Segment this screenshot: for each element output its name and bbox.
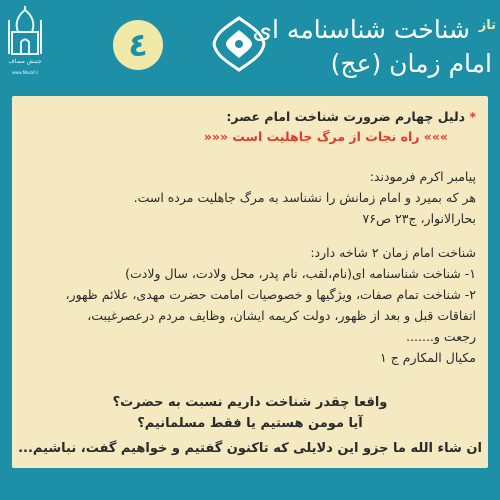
quote-source: بحارالانوار، ج۲۳ ص۷۶ (362, 211, 476, 226)
mosque-logo-icon (6, 6, 44, 58)
episode-number-badge (113, 20, 163, 70)
quote-text: هر که بمیرد و امام زمانش را نشناسد به مرگ جاهلیت مرده است. (133, 190, 476, 205)
branch-1: ۱- شناخت شناسنامه ای(نام،لقب، نام پدر، محل ولادت، سال ولادت) (125, 266, 476, 281)
logo-url: www.Masaf.ir (11, 70, 39, 75)
question-1: واقعا چقدر شناخت داریم نسبت به حضرت؟ (112, 395, 388, 410)
logo-text: جنبش مصاف (8, 58, 42, 65)
question-2: آیا مومن هستیم یا فقط مسلمانیم؟ (137, 416, 363, 431)
episode-number: ٤ (128, 26, 148, 64)
branch-2-line-2: اتفاقات قبل و بعد از ظهور، دولت کریمه ایشان، وظایف مردم درعصرغیبت، (87, 308, 476, 323)
title-prefix: تاز (478, 18, 496, 33)
closing-text: ان شاء الله ما جزو این دلایلی که تاکنون گفتیم و خواهیم گفت، نباشیم... (18, 441, 482, 456)
title-line-1: شناخت شناسنامه ای (252, 15, 470, 44)
heading-text: دلیل چهارم ضرورت شناخت امام عصر: (226, 109, 466, 124)
subheading: »»» راه نجات از مرگ جاهلیت است ««« (203, 129, 448, 144)
branch-2-line-1: ۲- شناخت تمام صفات، ویژگیها و خصوصیات امامت حضرت مهدی، علائم ظهور، (65, 287, 476, 302)
branches-intro: شناخت امام زمان ۲ شاخه دارد: (310, 245, 476, 260)
branch-2-line-3: رجعت و....... (406, 329, 476, 344)
logo (6, 6, 44, 88)
header (0, 0, 500, 92)
content-panel (12, 96, 488, 468)
quote-intro: پیامبر اکرم فرمودند: (369, 169, 476, 184)
branch-source: مکیال المکارم ج ۱ (380, 350, 476, 365)
heading (226, 108, 476, 126)
heading-star: * (469, 109, 476, 124)
title-line-2: امام زمان (عج) (330, 49, 492, 78)
bottom-bar (0, 474, 500, 500)
